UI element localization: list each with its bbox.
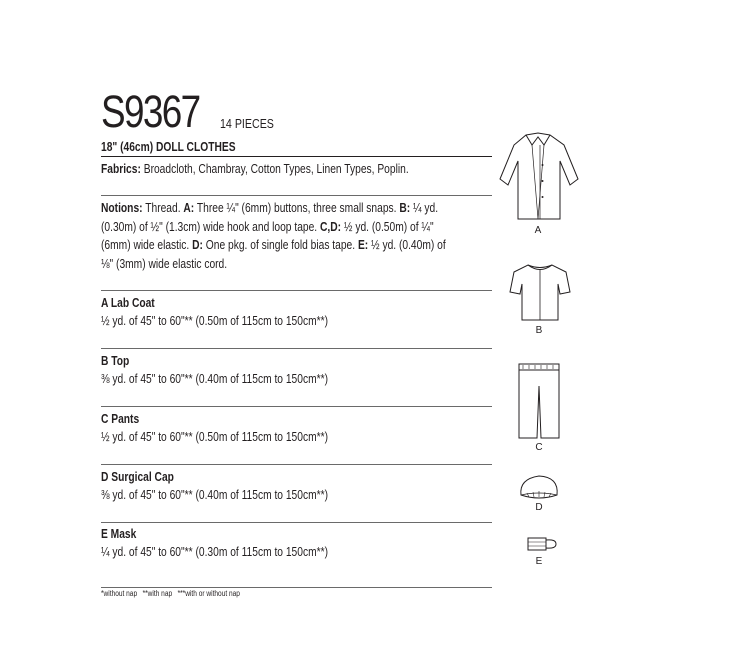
subtitle xyxy=(101,138,265,156)
fabrics-line xyxy=(101,160,476,178)
footnote-text: *without nap **with nap ***with or without nap xyxy=(101,589,240,598)
notions-segment: (0.30m) of ½" (1.3cm) wide hook and loop tape. xyxy=(101,219,321,234)
pattern-number-text: S9367 xyxy=(101,86,200,137)
figure-label-e: E xyxy=(535,556,543,567)
view-heading-text: C Pants xyxy=(101,412,140,426)
lab-coat-icon xyxy=(498,131,582,223)
figure-label-c: C xyxy=(535,442,543,453)
pieces-count-text: 14 PIECES xyxy=(220,116,274,131)
view-heading-text: A Lab Coat xyxy=(101,296,155,310)
mask-icon xyxy=(524,535,560,555)
notions-line xyxy=(101,218,486,237)
divider xyxy=(101,195,492,196)
notions-segment: Thread. xyxy=(142,201,184,215)
top-icon xyxy=(508,262,572,324)
view-yardage xyxy=(101,312,378,330)
divider xyxy=(101,348,492,349)
fabrics-text xyxy=(101,160,409,178)
pants-icon xyxy=(515,362,563,440)
footnote xyxy=(101,589,270,598)
view-yardage-text: ⅜ yd. of 45" to 60"** (0.40m of 115cm to 150cm**) xyxy=(101,488,329,502)
divider xyxy=(101,290,492,291)
view-heading-text: E Mask xyxy=(101,527,137,541)
view-yardage xyxy=(101,486,378,504)
figure-label-a: A xyxy=(534,225,542,236)
notions-segment: One pkg. of single fold bias tape. xyxy=(202,238,358,252)
notions-segment: ¼ yd. xyxy=(410,201,439,215)
notions-line xyxy=(101,236,486,255)
view-yardage-text: ¼ yd. of 45" to 60"** (0.30m of 115cm to 150cm**) xyxy=(101,545,329,559)
notions-segment: (6mm) wide elastic. xyxy=(101,238,193,252)
view-heading xyxy=(101,294,167,312)
notions-segment: Three ¼" (6mm) buttons, three small snaps. xyxy=(194,201,400,215)
surgical-cap-icon xyxy=(517,473,561,503)
notions-line xyxy=(101,199,486,218)
notions-segment: C,D: xyxy=(320,219,342,234)
view-heading xyxy=(101,525,144,543)
pattern-number xyxy=(101,88,221,136)
divider xyxy=(101,522,492,523)
view-yardage xyxy=(101,428,378,446)
view-heading xyxy=(101,468,190,486)
view-yardage-text: ½ yd. of 45" to 60"** (0.50m of 115cm to 150cm**) xyxy=(101,430,329,444)
view-heading-text: B Top xyxy=(101,354,130,368)
figure-label-b: B xyxy=(535,325,543,336)
divider xyxy=(101,464,492,465)
notions-segment: Notions: xyxy=(101,201,143,215)
view-heading xyxy=(101,352,135,370)
figure-label-d: D xyxy=(535,502,543,513)
divider xyxy=(101,406,492,407)
notions-segment: B: xyxy=(399,201,411,215)
subtitle-text: 18" (46cm) DOLL CLOTHES xyxy=(101,140,236,154)
view-yardage-text: ½ yd. of 45" to 60"** (0.50m of 115cm to 150cm**) xyxy=(101,314,329,328)
notions-segment: D: xyxy=(192,238,203,252)
view-heading-text: D Surgical Cap xyxy=(101,470,174,484)
view-heading xyxy=(101,410,148,428)
pieces-count xyxy=(220,116,286,131)
view-yardage xyxy=(101,370,378,388)
notions-line xyxy=(101,255,486,274)
notions-segment: ⅛" (3mm) wide elastic cord. xyxy=(101,256,228,271)
notions-segment: A: xyxy=(183,201,195,215)
view-yardage xyxy=(101,543,378,561)
notions-segment: ½ yd. (0.40m) of xyxy=(368,238,446,252)
divider xyxy=(101,587,492,588)
view-yardage-text: ⅜ yd. of 45" to 60"** (0.40m of 115cm to 150cm**) xyxy=(101,372,329,386)
fabrics-value: Broadcloth, Chambray, Cotton Types, Linen Types, Poplin. xyxy=(140,162,409,176)
divider xyxy=(101,156,492,157)
notions-segment: E: xyxy=(357,238,369,252)
fabrics-label: Fabrics: xyxy=(101,162,141,176)
notions-segment: ½ yd. (0.50m) of ¼" xyxy=(341,219,434,234)
